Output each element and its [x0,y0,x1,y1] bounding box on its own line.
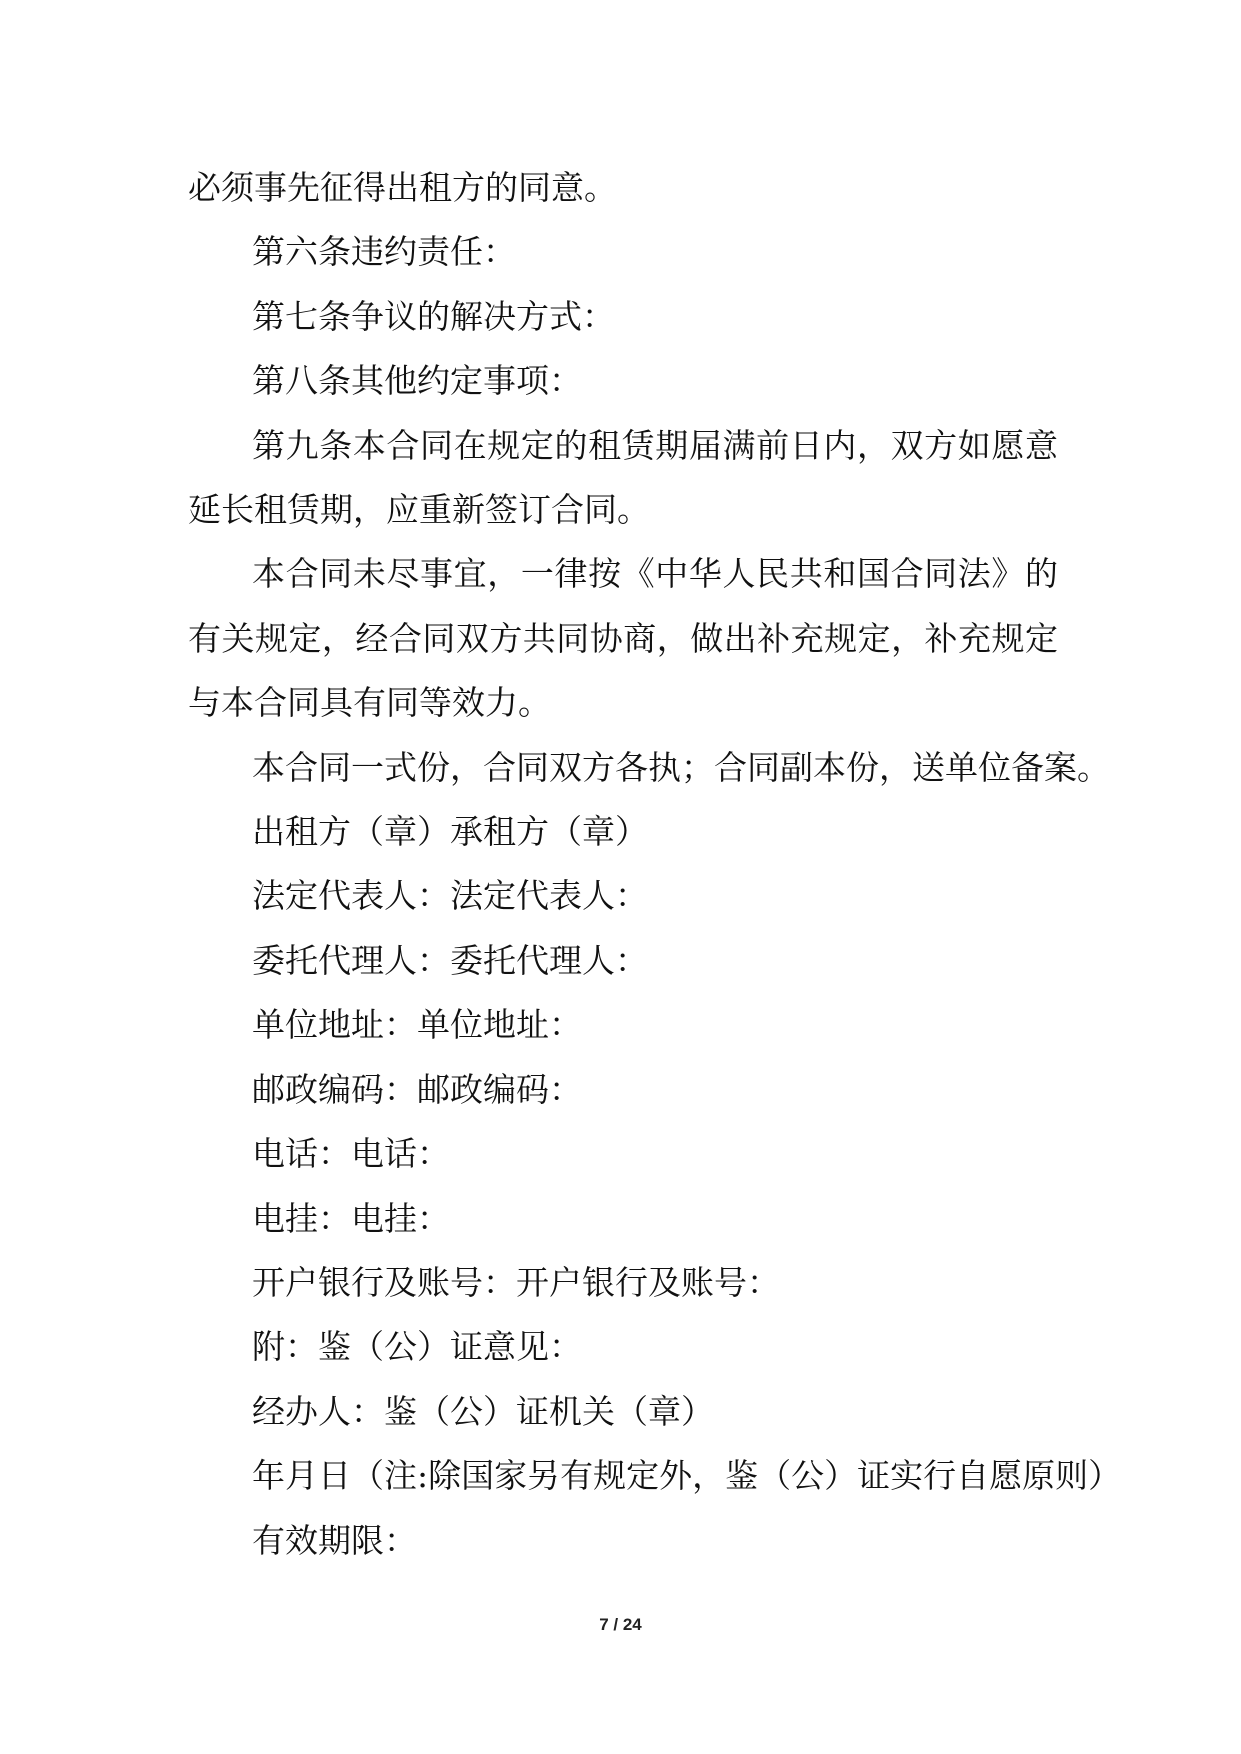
paragraph-notarization-opinion: 附：鉴（公）证意见： [252,1327,582,1367]
paragraph-postal-code: 邮政编码：邮政编码： [252,1069,582,1109]
paragraph-legal-representative: 法定代表人：法定代表人： [252,876,648,916]
paragraph-address: 单位地址：单位地址： [252,1005,582,1045]
paragraph-parties-seal: 出租方（章）承租方（章） [252,812,648,852]
paragraph-telegraph: 电挂：电挂： [252,1198,450,1238]
paragraph-date-note: 年月日（注:除国家另有规定外，鉴（公）证实行自愿原则） [252,1456,1122,1496]
page-number: 7 / 24 [599,1615,642,1634]
paragraph-article-6: 第六条违约责任： [252,232,516,272]
paragraph-bank-account: 开户银行及账号：开户银行及账号： [252,1262,780,1302]
paragraph-handler: 经办人：鉴（公）证机关（章） [252,1391,714,1431]
paragraph-continuation: 必须事先征得出租方的同意。 [188,168,617,207]
paragraph-validity: 有效期限： [252,1520,417,1560]
paragraph-article-8: 第八条其他约定事项： [252,361,582,401]
paragraph-telephone: 电话：电话： [252,1134,450,1174]
document-body [188,156,1122,1573]
paragraph-supplementary: 本合同未尽事宜，一律按《中华人民共和国合同法》的有关规定，经合同双方共同协商，做出补充规定，补充规定与本合同具有同等效力。 [188,554,1058,723]
paragraph-copies: 本合同一式份，合同双方各执；合同副本份，送单位备案。 [252,747,1110,787]
paragraph-authorized-agent: 委托代理人：委托代理人： [252,940,648,980]
paragraph-article-9: 第九条本合同在规定的租赁期届满前日内，双方如愿意延长租赁期，应重新签订合同。 [188,425,1058,530]
paragraph-article-7: 第七条争议的解决方式： [252,296,615,336]
